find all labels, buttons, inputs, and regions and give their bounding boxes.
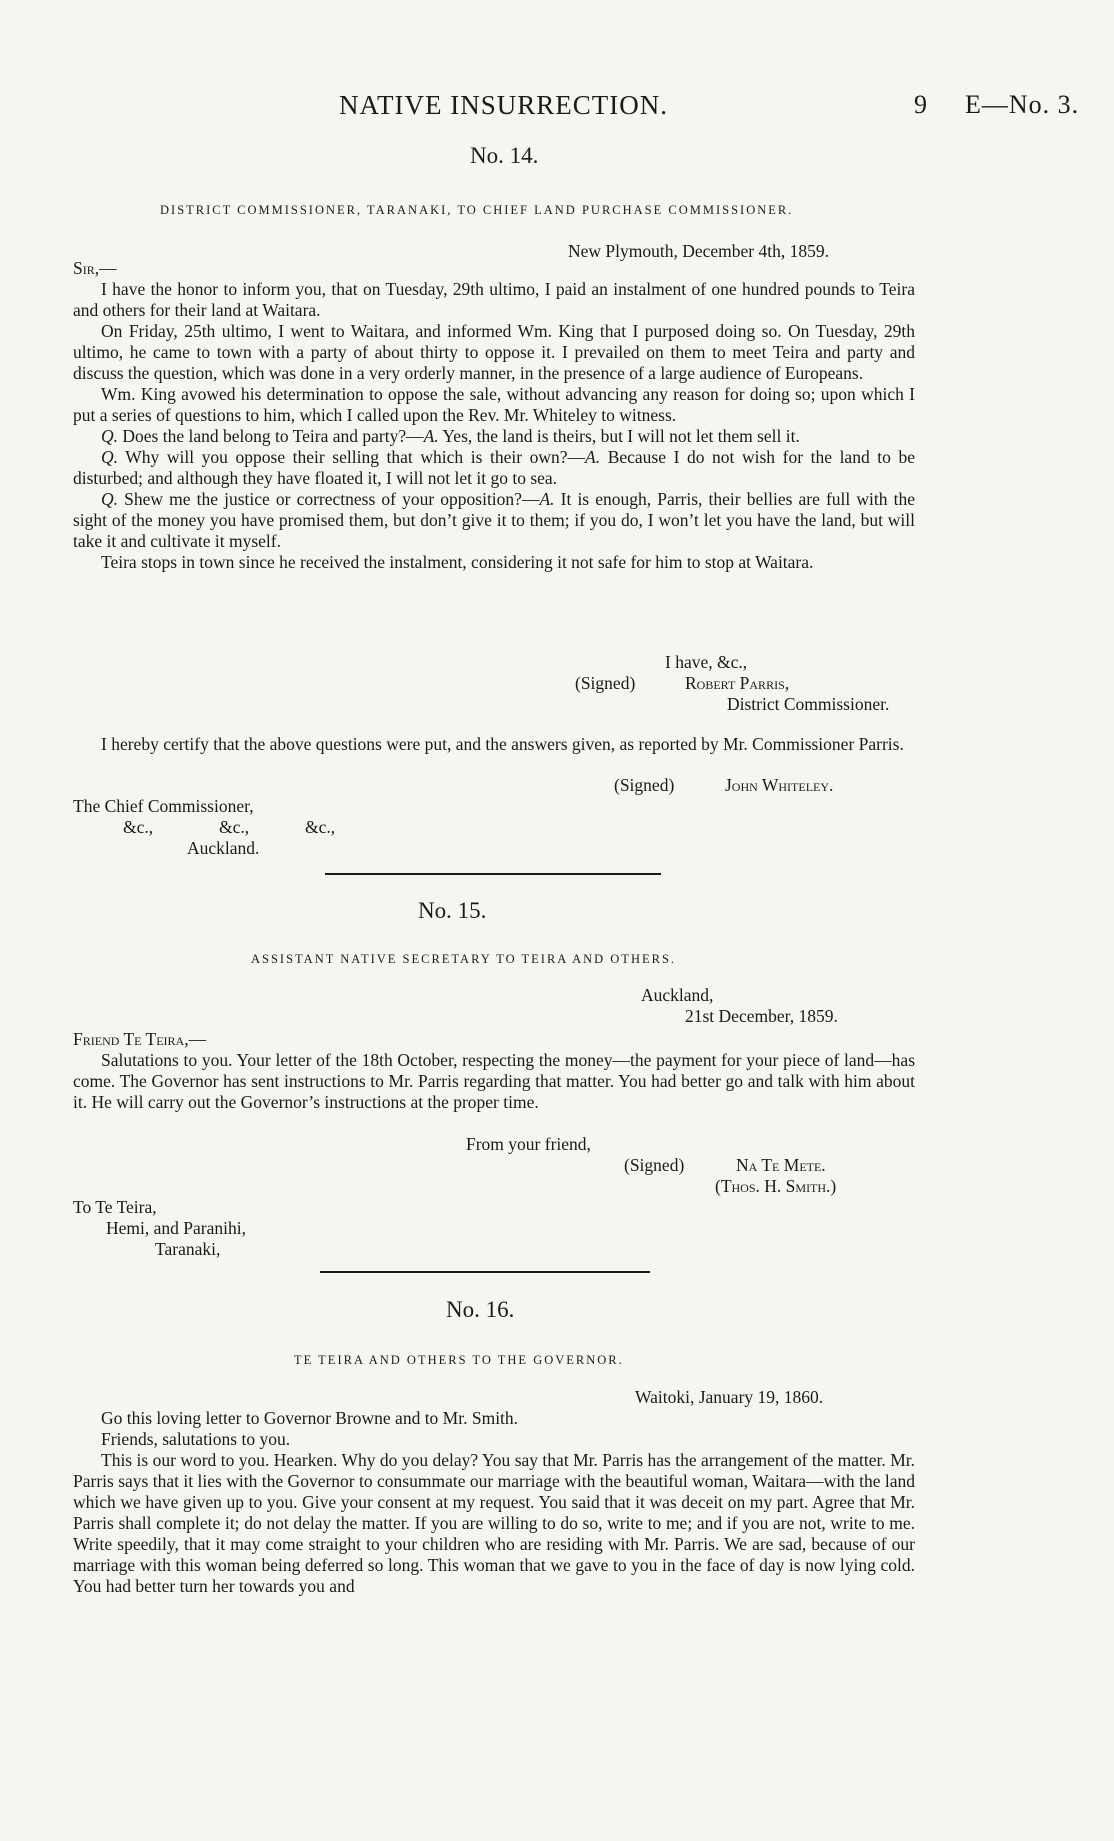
doc14-caption: DISTRICT COMMISSIONER, TARANAKI, TO CHIEF LAND PURCHASE COMMISSIONER. (160, 203, 794, 217)
doc14-paragraph: I have the honor to inform you, that on Tuesday, 29th ultimo, I paid an instalment of one hundred pounds to Teira and others for their land at Waitara. (73, 279, 915, 320)
section-divider (325, 873, 661, 875)
doc16-body (73, 1408, 915, 1597)
doc15-caption: ASSISTANT NATIVE SECRETARY TO TEIRA AND OTHERS. (251, 952, 677, 966)
answer-text: Yes, the land is theirs, but I will not let them sell it. (438, 426, 800, 446)
doc16-opening-line: Go this loving letter to Governor Browne and to Mr. Smith. (101, 1408, 519, 1428)
doc14-signer-title: District Commissioner. (727, 694, 890, 714)
doc16-greeting-line: Friends, salutations to you. (101, 1429, 291, 1449)
doc15-salutation: Friend Te Teira,— (73, 1029, 207, 1049)
doc14-addressee-etc-2: &c., (219, 817, 250, 837)
doc14-certification (73, 734, 915, 755)
doc14-body (73, 279, 915, 573)
document-code: E—No. 3. (965, 90, 1080, 119)
answer-marker: A. (585, 447, 601, 467)
doc15-place: Auckland, (641, 985, 714, 1005)
doc16-paragraph: This is our word to you. Hearken. Why do you delay? You say that Mr. Parris has the arrangement of the matter. Mr. Parris says that it lies with the Governor to consummate our marriage with the beautiful woman, Waitara—with the land which we have given up to you. Give your consent at my request. You said that it was deceit on my part. Agree that Mr. Parris shall complete it; do not delay the matter. If you are willing to do so, write to me; and if you are not, write to me. Write speedily, that it may come straight to your children who are residing with Mr. Parris. We are sad, because of our marriage with this woman being deferred so long. This woman that we gave to you in the face of day is now lying cold. You had better turn her towards you and (73, 1450, 915, 1596)
doc14-signer: Robert Parris, (685, 673, 790, 693)
doc14-qa-line (73, 447, 915, 489)
doc15-number: No. 15. (418, 898, 487, 923)
doc15-recipient: To Te Teira, (73, 1197, 157, 1217)
doc15-date: 21st December, 1859. (685, 1006, 838, 1026)
doc16-dateline: Waitoki, January 19, 1860. (635, 1387, 824, 1407)
doc14-addressee-etc-1: &c., (123, 817, 154, 837)
doc15-from: From your friend, (466, 1134, 591, 1154)
doc14-cert-signer: John Whiteley. (725, 775, 834, 795)
doc15-paragraph: Salutations to you. Your letter of the 18th October, respecting the money—the payment for your piece of land—has come. The Governor has sent instructions to Mr. Parris regarding that matter. You had better go and talk with him about it. He will carry out the Governor’s instructions at the proper time. (73, 1050, 915, 1112)
doc15-recipient-names: Hemi, and Paranihi, (106, 1218, 246, 1238)
doc14-paragraph: Wm. King avowed his determination to oppose the sale, without advancing any reason for doing so; upon which I put a series of questions to him, which I called upon the Rev. Mr. Whiteley to witness. (73, 384, 915, 425)
doc15-recipient-place: Taranaki, (155, 1239, 221, 1259)
doc16-caption: TE TEIRA AND OTHERS TO THE GOVERNOR. (294, 1353, 624, 1367)
certification-text: I hereby certify that the above questions were put, and the answers given, as reported by Mr. Commissioner Parris. (101, 734, 904, 754)
question-text: Shew me the justice or correctness of your opposition?— (118, 489, 540, 509)
doc16-number: No. 16. (446, 1297, 515, 1322)
doc14-sign-have: I have, &c., (665, 652, 748, 672)
doc14-dateline: New Plymouth, December 4th, 1859. (568, 241, 829, 261)
doc14-addressee-place: Auckland. (187, 838, 260, 858)
doc14-closing-paragraph: Teira stops in town since he received the instalment, considering it not safe for him to stop at Waitara. (101, 552, 814, 572)
doc15-body (73, 1050, 915, 1113)
doc15-signer-alt: (Thos. H. Smith.) (715, 1176, 837, 1196)
question-text: Why will you oppose their selling that which is their own?— (118, 447, 586, 467)
question-text: Does the land belong to Teira and party?— (118, 426, 424, 446)
question-marker: Q. (101, 489, 119, 509)
doc14-addressee-etc-3: &c., (305, 817, 336, 837)
doc14-salutation: Sir,— (73, 258, 117, 278)
answer-text: It is enough, Parris, their bellies are full with the sight of the money you have promised them, but don’t give it to them; if you do, I won’t let you have the land, but will take it and cultivate it myself. (73, 489, 915, 551)
doc15-signed-label: (Signed) (624, 1155, 685, 1175)
doc14-number: No. 14. (470, 143, 539, 168)
answer-marker: A. (423, 426, 439, 446)
doc14-qa-line (73, 426, 915, 447)
answer-text: Because I do not wish for the land to be disturbed; and although they have floated it, I will not let it go to sea. (73, 447, 915, 488)
doc14-paragraph: On Friday, 25th ultimo, I went to Waitara, and informed Wm. King that I purposed doing so. On Tuesday, 29th ultimo, he came to town with a party of about thirty to oppose it. I prevailed on them to meet Teira and party and discuss the question, which was done in a very orderly manner, in the presence of a large audience of Europeans. (73, 321, 915, 383)
doc15-signer: Na Te Mete. (736, 1155, 826, 1175)
doc14-qa-line (73, 489, 915, 552)
section-divider (320, 1271, 650, 1273)
running-title: NATIVE INSURRECTION. (339, 90, 668, 120)
doc14-addressee: The Chief Commissioner, (73, 796, 254, 816)
question-marker: Q. (101, 447, 119, 467)
question-marker: Q. (101, 426, 119, 446)
page-number: 9 (914, 90, 927, 119)
doc14-signed-label: (Signed) (575, 673, 636, 693)
answer-marker: A. (539, 489, 555, 509)
doc14-cert-signed-label: (Signed) (614, 775, 675, 795)
